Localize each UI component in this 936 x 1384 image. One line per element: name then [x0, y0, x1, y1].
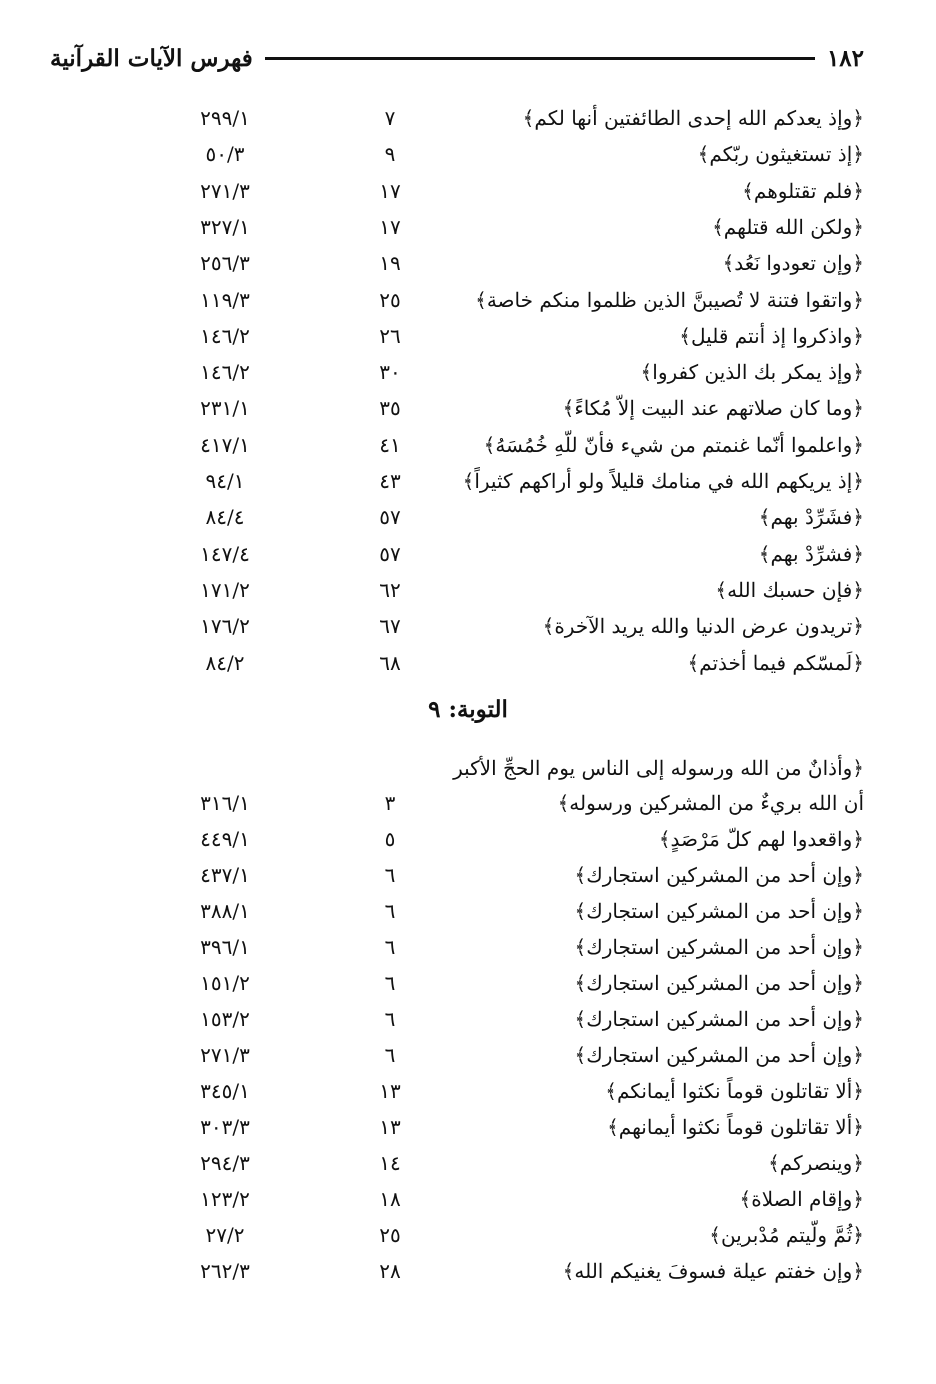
volume-page-ref: ٣٩٦/١ — [200, 935, 250, 959]
index-row — [0, 318, 936, 354]
volume-page-ref: ٤٣٧/١ — [200, 863, 250, 887]
ayah-number: ٦ — [384, 971, 396, 995]
index-row — [0, 1145, 936, 1181]
verse-text: ﴿لَمسّكم فيما أخذتم﴾ — [687, 651, 864, 675]
verse-text: ﴿فشرِّدْ بهم﴾ — [758, 542, 864, 566]
verse-text: ﴿إذ تستغيثون ربّكم﴾ — [697, 142, 864, 166]
ayah-number: ٢٦ — [379, 324, 401, 348]
index-row — [0, 857, 936, 893]
ayah-number: ١٧ — [379, 179, 401, 203]
verse-text: ﴿ثُمَّ ولّيتم مُدْبرين﴾ — [709, 1223, 864, 1247]
ayah-number: ١٤ — [379, 1151, 401, 1175]
volume-page-ref: ٢٧١/٣ — [200, 1043, 250, 1067]
verse-text: ﴿وإن أحد من المشركين استجارك﴾ — [574, 935, 864, 959]
volume-page-ref: ١٤٦/٢ — [200, 360, 250, 384]
verse-continuation-line: ﴿وأذانٌ من الله ورسوله إلى الناس يوم الحجِّ الأكبر — [453, 756, 864, 780]
volume-page-ref: ٥٠/٣ — [205, 142, 245, 166]
verse-text: ﴿واتقوا فتنة لا تُصيبنَّ الذين ظلموا منكم خاصة﴾ — [475, 288, 864, 312]
index-row — [0, 173, 936, 209]
volume-page-ref: ٢٧١/٣ — [200, 179, 250, 203]
volume-page-ref: ٢٥٦/٣ — [200, 251, 250, 275]
volume-page-ref: ١١٩/٣ — [200, 288, 250, 312]
volume-page-ref: ٣٤٥/١ — [200, 1079, 250, 1103]
verse-text: ﴿واعلموا أنّما غنمتم من شيء فأنّ للّهِ خُمُسَهُ﴾ — [483, 433, 864, 457]
verse-text: أن الله بريءٌ من المشركين ورسوله﴾ — [557, 791, 864, 815]
index-row — [0, 1217, 936, 1253]
verse-text: ﴿وإذ يعدكم الله إحدى الطائفتين أنها لكم﴾ — [522, 106, 864, 130]
verse-text: ﴿فشَرِّدْ بهم﴾ — [758, 505, 864, 529]
verse-text: ﴿وإذ يمكر بك الذين كفروا﴾ — [640, 360, 864, 384]
index-row — [0, 390, 936, 426]
index-row — [0, 1037, 936, 1073]
ayah-number: ١٨ — [379, 1187, 401, 1211]
verse-text: ﴿واقعدوا لهم كلّ مَرْصَدٍ﴾ — [658, 827, 864, 851]
volume-page-ref: ٢٣١/١ — [200, 396, 250, 420]
page-number: ١٨٢ — [826, 44, 864, 72]
volume-page-ref: ٢٧/٢ — [205, 1223, 245, 1247]
index-row — [0, 785, 936, 821]
verse-text: ﴿وإن تعودوا نَعُد﴾ — [722, 251, 864, 275]
volume-page-ref: ٣١٦/١ — [200, 791, 250, 815]
verse-text: ﴿وإن أحد من المشركين استجارك﴾ — [574, 1043, 864, 1067]
running-title: فهرس الآيات القرآنية — [50, 44, 253, 72]
verse-text: ﴿وإن أحد من المشركين استجارك﴾ — [574, 1007, 864, 1031]
volume-page-ref: ٤١٧/١ — [200, 433, 250, 457]
volume-page-ref: ٢٦٢/٣ — [200, 1259, 250, 1283]
surah-heading: التوبة: ٩ — [428, 696, 508, 723]
index-row — [0, 929, 936, 965]
ayah-number: ٥ — [384, 827, 396, 851]
index-row — [0, 499, 936, 535]
ayah-number: ٦ — [384, 1007, 396, 1031]
volume-page-ref: ١٧١/٢ — [200, 578, 250, 602]
index-row — [0, 572, 936, 608]
index-row — [0, 136, 936, 172]
ayah-number: ١٧ — [379, 215, 401, 239]
index-row — [0, 893, 936, 929]
volume-page-ref: ٨٤/٢ — [205, 651, 245, 675]
ayah-number: ٩ — [384, 142, 396, 166]
ayah-number: ٣ — [384, 791, 396, 815]
volume-page-ref: ٨٤/٤ — [205, 505, 245, 529]
ayah-number: ٤٣ — [379, 469, 401, 493]
index-row — [0, 463, 936, 499]
ayah-number: ٥٧ — [379, 542, 401, 566]
verse-text: ﴿وإن أحد من المشركين استجارك﴾ — [574, 863, 864, 887]
volume-page-ref: ١٥١/٢ — [200, 971, 250, 995]
volume-page-ref: ٢٩٤/٣ — [200, 1151, 250, 1175]
index-row — [0, 821, 936, 857]
volume-page-ref: ١٧٦/٢ — [200, 614, 250, 638]
index-row — [0, 536, 936, 572]
ayah-number: ٢٨ — [379, 1259, 401, 1283]
index-row — [0, 608, 936, 644]
verse-text: ﴿ألا تقاتلون قوماً نكثوا أيمانكم﴾ — [605, 1079, 864, 1103]
index-row — [0, 965, 936, 1001]
ayah-number: ٦٨ — [379, 651, 401, 675]
index-row — [0, 245, 936, 281]
ayah-number: ٣٥ — [379, 396, 401, 420]
volume-page-ref: ٢٩٩/١ — [200, 106, 250, 130]
index-row — [0, 427, 936, 463]
verse-text: ﴿وإقام الصلاة﴾ — [739, 1187, 864, 1211]
volume-page-ref: ١٢٣/٢ — [200, 1187, 250, 1211]
verse-text: ﴿ألا تقاتلون قوماً نكثوا أيمانهم﴾ — [607, 1115, 864, 1139]
ayah-number: ٣٠ — [379, 360, 401, 384]
ayah-number: ٤١ — [379, 433, 401, 457]
ayah-number: ٦ — [384, 1043, 396, 1067]
index-row — [0, 100, 936, 136]
ayah-number: ١٩ — [379, 251, 401, 275]
ayah-number: ١٣ — [379, 1115, 401, 1139]
ayah-number: ٦٢ — [379, 578, 401, 602]
verse-text: ﴿وإن أحد من المشركين استجارك﴾ — [574, 971, 864, 995]
ayah-number: ٦ — [384, 899, 396, 923]
volume-page-ref: ١٤٦/٢ — [200, 324, 250, 348]
volume-page-ref: ٣٠٣/٣ — [200, 1115, 250, 1139]
volume-page-ref: ١٥٣/٢ — [200, 1007, 250, 1031]
verse-text: ﴿واذكروا إذ أنتم قليل﴾ — [679, 324, 864, 348]
index-row — [0, 1181, 936, 1217]
ayah-number: ٧ — [384, 106, 396, 130]
index-row — [0, 1109, 936, 1145]
ayah-number: ٢٥ — [379, 288, 401, 312]
ayah-number: ٢٥ — [379, 1223, 401, 1247]
ayah-number: ٦ — [384, 935, 396, 959]
verse-text: ﴿ولكن الله قتلهم﴾ — [712, 215, 864, 239]
index-row — [0, 209, 936, 245]
index-row — [0, 1073, 936, 1109]
verse-text: ﴿وينصركم﴾ — [768, 1151, 864, 1175]
index-row — [0, 282, 936, 318]
volume-page-ref: ١٤٧/٤ — [200, 542, 250, 566]
verse-text: ﴿فإن حسبك الله﴾ — [715, 578, 864, 602]
index-row — [0, 354, 936, 390]
index-row — [0, 645, 936, 681]
verse-text: ﴿وإن خفتم عيلة فسوفَ يغنيكم الله﴾ — [562, 1259, 864, 1283]
ayah-number: ١٣ — [379, 1079, 401, 1103]
verse-text: ﴿وما كان صلاتهم عند البيت إلاّ مُكاءً﴾ — [562, 396, 864, 420]
verse-text: ﴿فلم تقتلوهم﴾ — [742, 179, 864, 203]
volume-page-ref: ٣٨٨/١ — [200, 899, 250, 923]
ayah-number: ٦٧ — [379, 614, 401, 638]
volume-page-ref: ٩٤/١ — [205, 469, 245, 493]
ayah-number: ٦ — [384, 863, 396, 887]
verse-text: ﴿وإن أحد من المشركين استجارك﴾ — [574, 899, 864, 923]
running-head — [50, 38, 864, 78]
index-row — [0, 1253, 936, 1289]
index-row — [0, 1001, 936, 1037]
volume-page-ref: ٣٢٧/١ — [200, 215, 250, 239]
verse-text: ﴿تريدون عرض الدنيا والله يريد الآخرة﴾ — [542, 614, 864, 638]
ayah-number: ٥٧ — [379, 505, 401, 529]
volume-page-ref: ٤٤٩/١ — [200, 827, 250, 851]
verse-text: ﴿إذ يريكهم الله في منامك قليلاً ولو أراكهم كثيراً﴾ — [462, 469, 864, 493]
header-rule — [265, 57, 815, 60]
